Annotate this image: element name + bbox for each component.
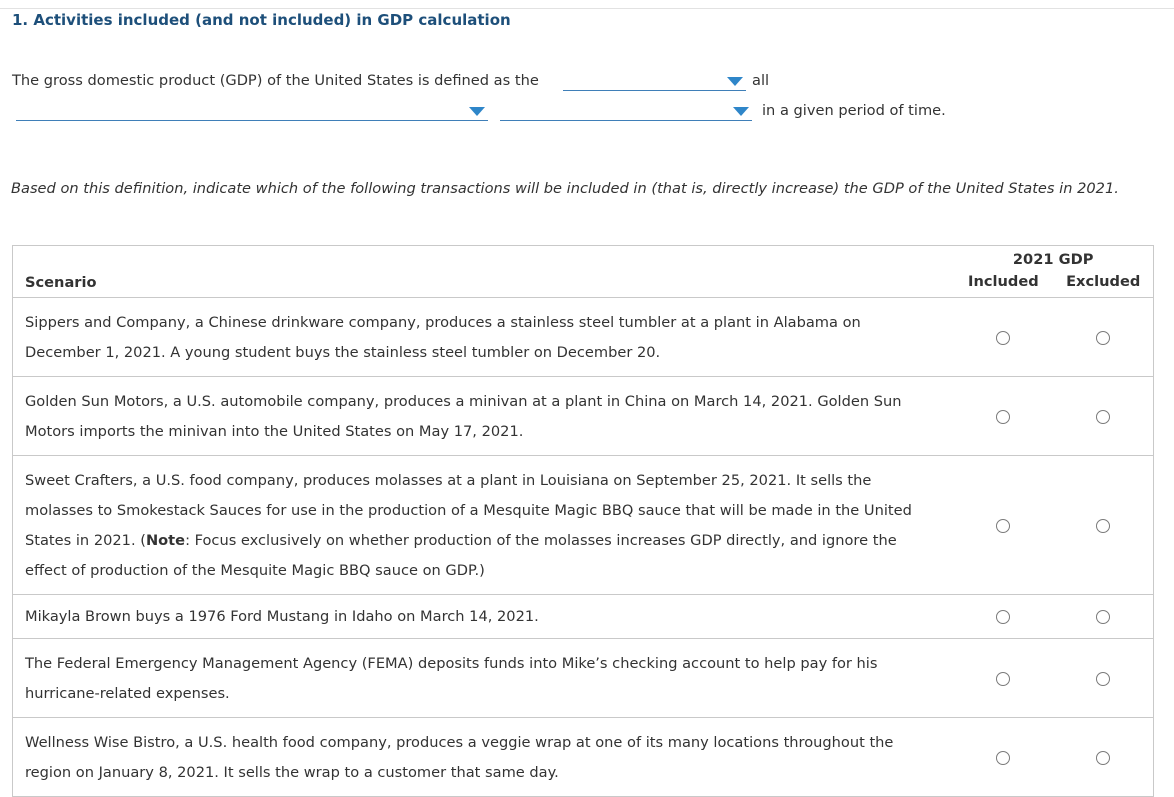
dropdown-1[interactable] — [563, 71, 746, 91]
scenario-text — [13, 718, 954, 797]
caret-down-icon — [727, 77, 743, 86]
caret-down-icon — [469, 107, 485, 116]
included-cell — [953, 456, 1053, 595]
scenario-line: Sippers and Company, a Chinese drinkware company, produces a stainless steel tumbler at a plant in Alabama on — [25, 314, 861, 331]
scenario-line: Motors imports the minivan into the United States on May 17, 2021. — [25, 423, 524, 440]
top-divider — [0, 8, 1174, 9]
scenario-text — [13, 298, 954, 377]
excluded-radio[interactable] — [1096, 610, 1110, 624]
included-radio[interactable] — [996, 331, 1010, 345]
included-radio[interactable] — [996, 751, 1010, 765]
included-cell — [953, 639, 1053, 718]
scenario-line: : Focus exclusively on whether production of the molasses increases GDP directly, and ignore the — [185, 532, 897, 549]
header-excluded: Excluded — [1066, 272, 1141, 290]
excluded-radio[interactable] — [1096, 331, 1110, 345]
scenario-line: molasses to Smokestack Sauces for use in the production of a Mesquite Magic BBQ sauce that will be made in the United — [25, 502, 912, 519]
scenario-line: hurricane-related expenses. — [25, 685, 230, 702]
excluded-cell — [1053, 298, 1153, 377]
included-cell — [953, 298, 1053, 377]
excluded-radio[interactable] — [1096, 519, 1110, 533]
scenario-line: Wellness Wise Bistro, a U.S. health food company, produces a veggie wrap at one of its many locations throughout the — [25, 734, 894, 751]
included-cell — [953, 377, 1053, 456]
excluded-cell — [1053, 456, 1153, 595]
excluded-radio[interactable] — [1096, 672, 1110, 686]
scenario-line: Golden Sun Motors, a U.S. automobile company, produces a minivan at a plant in China on March 14, 2021. Golden Sun — [25, 393, 902, 410]
scenario-line: Mikayla Brown buys a 1976 Ford Mustang in Idaho on March 14, 2021. — [25, 608, 539, 625]
scenario-text — [13, 456, 954, 595]
dropdown-2[interactable] — [16, 101, 488, 121]
excluded-cell — [1053, 377, 1153, 456]
table-header-row — [13, 246, 1154, 270]
scenario-text — [13, 639, 954, 718]
included-radio[interactable] — [996, 610, 1010, 624]
scenario-line: effect of production of the Mesquite Magic BBQ sauce on GDP.) — [25, 562, 485, 579]
question-title: 1. Activities included (and not included) in GDP calculation — [12, 11, 511, 29]
scenario-line: region on January 8, 2021. It sells the wrap to a customer that same day. — [25, 764, 559, 781]
dropdown-3[interactable] — [500, 101, 752, 121]
scenario-line: States in 2021. ( — [25, 532, 146, 549]
header-included: Included — [968, 272, 1039, 290]
included-radio[interactable] — [996, 519, 1010, 533]
gdp-table — [12, 245, 1154, 797]
definition-text-all: all — [752, 72, 770, 89]
excluded-radio[interactable] — [1096, 751, 1110, 765]
included-radio[interactable] — [996, 672, 1010, 686]
scenario-line: December 1, 2021. A young student buys the stainless steel tumbler on December 20. — [25, 344, 661, 361]
table-row — [13, 377, 1154, 456]
definition-text-end: in a given period of time. — [762, 102, 946, 119]
caret-down-icon — [733, 107, 749, 116]
scenario-text — [13, 377, 954, 456]
included-cell — [953, 595, 1053, 639]
definition-text-start: The gross domestic product (GDP) of the United States is defined as the — [12, 72, 539, 89]
header-scenario: Scenario — [25, 274, 97, 291]
included-cell — [953, 718, 1053, 797]
header-2021-gdp: 2021 GDP — [1012, 250, 1094, 268]
table-row — [13, 298, 1154, 377]
excluded-cell — [1053, 718, 1153, 797]
note-label: Note — [145, 532, 186, 549]
included-radio[interactable] — [996, 410, 1010, 424]
table-row — [13, 718, 1154, 797]
scenario-line: The Federal Emergency Management Agency (FEMA) deposits funds into Mike’s checking account to help pay for his — [25, 655, 878, 672]
excluded-radio[interactable] — [1096, 410, 1110, 424]
excluded-cell — [1053, 639, 1153, 718]
excluded-cell — [1053, 595, 1153, 639]
instruction-text: Based on this definition, indicate which of the following transactions will be included in (that is, directly increase) the GDP of the United States in 2021. — [11, 180, 1119, 197]
table-row — [13, 639, 1154, 718]
table-row — [13, 595, 1154, 639]
scenario-line: Sweet Crafters, a U.S. food company, produces molasses at a plant in Louisiana on September 25, 2021. It sells the — [25, 472, 872, 489]
table-row — [13, 456, 1154, 595]
scenario-text — [13, 595, 954, 639]
